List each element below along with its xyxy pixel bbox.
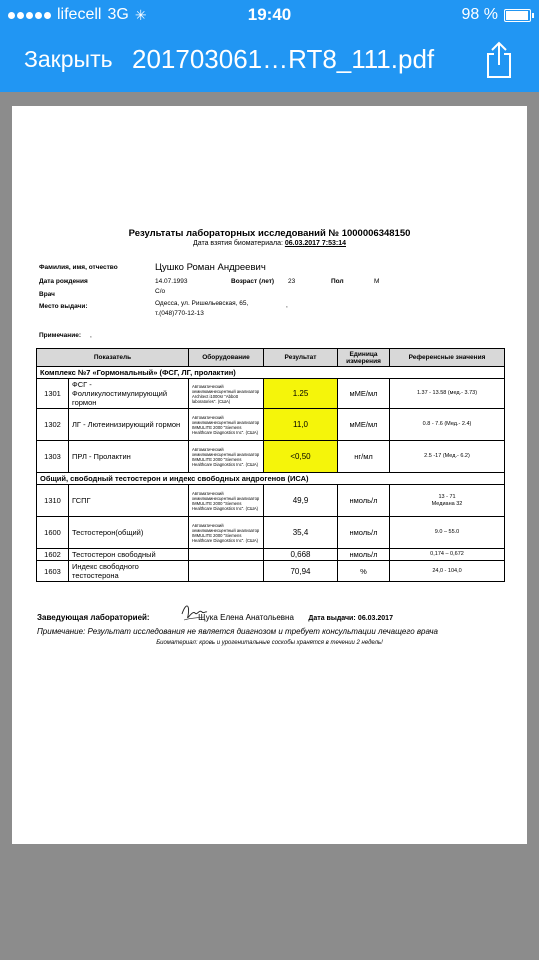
- header-result: Результат: [264, 349, 338, 367]
- row-reference: 0.8 - 7.6 (Мед.- 2.4): [390, 409, 505, 441]
- row-indicator: ГСПГ: [69, 485, 189, 517]
- row-equipment: Автоматический хемилюминесцентный анализатор Architect i1000sr "Abbott laboratories". (США): [189, 379, 264, 409]
- row-unit: нг/мл: [338, 441, 390, 473]
- row-indicator: ЛГ - Лютеинизирующий гормон: [69, 409, 189, 441]
- row-reference: 24,0 - 104,0: [390, 561, 505, 582]
- remark-value: ,: [90, 332, 92, 339]
- row-result: 0,668: [264, 549, 338, 561]
- section-title: Общий, свободный тестостерон и индекс свободных андрогенов (ИСА): [37, 473, 505, 485]
- issue-place-label: Место выдачи:: [39, 303, 88, 310]
- table-row: [37, 441, 505, 473]
- row-result: <0,50: [264, 441, 338, 473]
- row-result: 70,94: [264, 561, 338, 582]
- row-indicator: Тестостерон(общий): [69, 517, 189, 549]
- row-code: 1600: [37, 517, 69, 549]
- row-result: 35,4: [264, 517, 338, 549]
- clock: 19:40: [247, 5, 292, 24]
- collection-date-label: Дата взятия биоматериала:: [192, 240, 283, 247]
- lab-head-name: Щука Елена Анатольевна: [198, 613, 294, 622]
- row-indicator: ПРЛ - Пролактин: [69, 441, 189, 473]
- row-result: 49,9: [264, 485, 338, 517]
- patient-name: Цушко Роман Андреевич: [155, 262, 266, 273]
- lab-head-label: Заведующая лабораторией:: [37, 613, 150, 622]
- row-reference: 9.0 – 55.0: [390, 517, 505, 549]
- header-equipment: Оборудование: [189, 349, 264, 367]
- section-row: [37, 367, 505, 379]
- age-value: 23: [288, 278, 296, 285]
- row-reference: [390, 485, 505, 517]
- table-row: [37, 379, 505, 409]
- row-reference: 2.5 -17 (Мед.- 6.2): [390, 441, 505, 473]
- section-row: [37, 473, 505, 485]
- row-code: 1303: [37, 441, 69, 473]
- table-row: [37, 549, 505, 561]
- row-code: 1302: [37, 409, 69, 441]
- collection-date: [12, 240, 527, 247]
- row-unit: нмоль/л: [338, 549, 390, 561]
- collection-date-value: 06.03.2017 7:53:14: [284, 240, 346, 247]
- network-label: 3G: [107, 6, 129, 23]
- row-indicator: Тестостерон свободный: [69, 549, 189, 561]
- row-code: 1603: [37, 561, 69, 582]
- header-reference: Референсные значения: [390, 349, 505, 367]
- row-reference-median: Медиана 32: [431, 500, 463, 507]
- row-unit: нмоль/л: [338, 485, 390, 517]
- patient-name-label: Фамилия, имя, отчество: [39, 264, 118, 271]
- share-icon[interactable]: [481, 40, 517, 80]
- issue-place-comma: ,: [286, 302, 288, 309]
- dob-label: Дата рождения: [39, 278, 88, 285]
- table-row: [37, 561, 505, 582]
- file-title: 201703061…RT8_111.pdf: [132, 44, 435, 74]
- header-unit: Единица измерения: [338, 349, 390, 367]
- result-note: Примечание: Результат исследования не является диагнозом и требует консультации лечащего врача: [37, 627, 439, 636]
- signature-icon: [180, 600, 208, 624]
- row-result: 11,0: [264, 409, 338, 441]
- row-indicator: ФСГ - Фолликулостимулирующий гормон: [69, 379, 189, 409]
- row-unit: %: [338, 561, 390, 582]
- close-button[interactable]: Закрыть: [24, 46, 113, 72]
- remark-label: Примечание:: [39, 332, 81, 339]
- battery-icon: [504, 9, 531, 22]
- navigation-bar: [0, 30, 539, 92]
- row-equipment: Автоматический хемилюминесцентный анализатор IMMULITE 2000 "Siemens Healthcare Diagnostics Inc". (США): [189, 409, 264, 441]
- document-title: Результаты лабораторных исследований № 1000006348150: [128, 228, 411, 239]
- header-indicator: Показатель: [37, 349, 189, 367]
- row-reference-range: 13 - 71: [438, 493, 456, 500]
- activity-spinner-icon: ✳: [134, 6, 147, 23]
- row-equipment: [189, 561, 264, 582]
- section-title: Комплекс №7 «Гормональный» (ФСГ, ЛГ, пролактин): [37, 367, 505, 379]
- row-unit: мМЕ/мл: [338, 409, 390, 441]
- table-row: [37, 517, 505, 549]
- row-code: 1301: [37, 379, 69, 409]
- issue-place-line1: Одесса, ул. Ришельевская, 65,: [155, 300, 249, 307]
- sex-value: М: [374, 278, 380, 285]
- row-equipment: [189, 549, 264, 561]
- row-reference: 1.37 - 13.58 (мед.- 3.73): [390, 379, 505, 409]
- dob-value: 14.07.1993: [155, 278, 188, 285]
- row-equipment: Автоматический хемилюминесцентный анализатор IMMULITE 2000 "Siemens Healthcare Diagnostics Inc". (США): [189, 485, 264, 517]
- status-bar: [0, 0, 539, 30]
- results-table: [36, 348, 505, 582]
- row-code: 1602: [37, 549, 69, 561]
- lab-head-line: [37, 613, 393, 622]
- doctor-label: Врач: [39, 291, 55, 298]
- row-equipment: Автоматический хемилюминесцентный анализатор IMMULITE 2000 "Siemens Healthcare Diagnostics Inc". (США): [189, 517, 264, 549]
- row-indicator: Индекс свободного тестостерона: [69, 561, 189, 582]
- carrier-label: lifecell: [57, 6, 102, 23]
- issue-date-value: 06.03.2017: [357, 615, 393, 622]
- row-result: 1.25: [264, 379, 338, 409]
- issue-place-line2: т.(048)770-12-13: [155, 310, 204, 317]
- row-unit: мМЕ/мл: [338, 379, 390, 409]
- biomaterial-note: Биоматериал: кровь и урогенитальные соскобы хранятся в течении 2 недель!: [156, 640, 383, 646]
- row-unit: нмоль/л: [338, 517, 390, 549]
- row-equipment: Автоматический хемилюминесцентный анализатор IMMULITE 2000 "Siemens Healthcare Diagnostics Inc". (США): [189, 441, 264, 473]
- status-right: [462, 6, 531, 24]
- row-code: 1310: [37, 485, 69, 517]
- table-row: [37, 485, 505, 517]
- sex-label: Пол: [331, 278, 344, 285]
- issue-date-label: Дата выдачи:: [308, 615, 356, 622]
- battery-percent: 98 %: [461, 6, 498, 23]
- pdf-page: [12, 106, 527, 844]
- age-label: Возраст (лет): [231, 278, 275, 285]
- row-reference: 0,174 – 0,672: [390, 549, 505, 561]
- doctor-value: С/о: [155, 288, 166, 295]
- table-row: [37, 409, 505, 441]
- table-header-row: [37, 349, 505, 367]
